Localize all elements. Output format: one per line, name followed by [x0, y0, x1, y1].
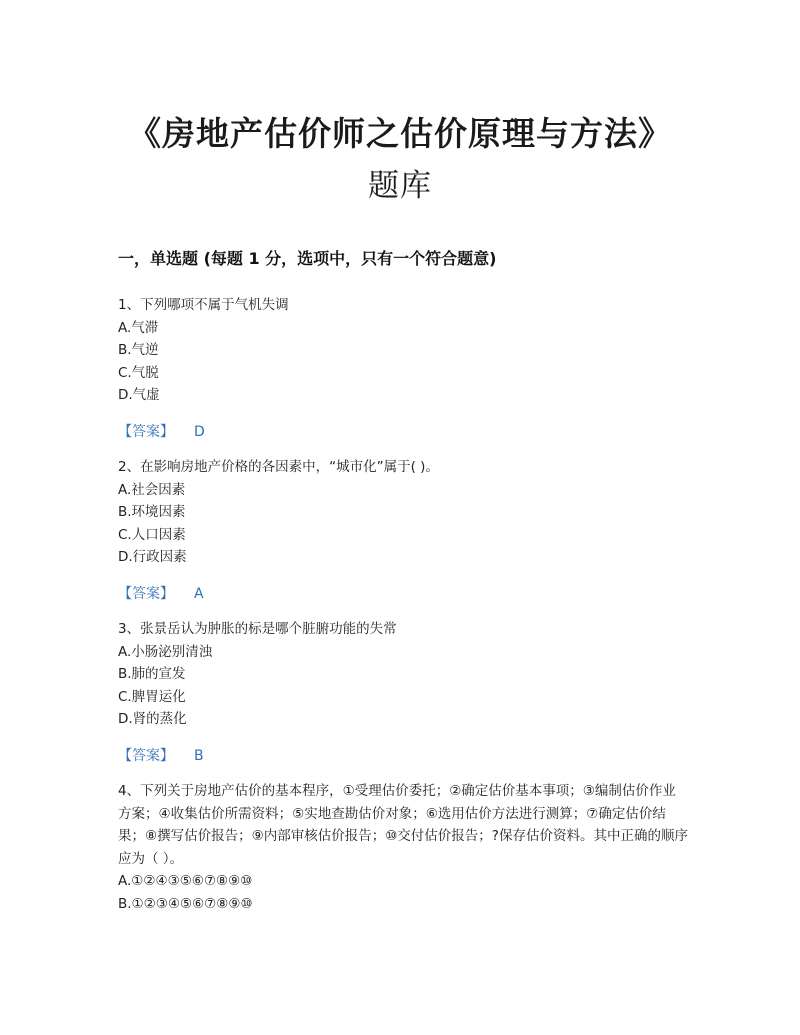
option-b: B.①②③④⑤⑥⑦⑧⑨⑩: [118, 895, 253, 912]
answer-label: 【答案】: [118, 747, 174, 764]
question-stem: 4、下列关于房地产估价的基本程序，①受理估价委托；②确定估价基本事项；③编制估价作业方案；④收集估价所需资料；⑤实地查勘估价对象；⑥选用估价方法进行测算；⑦确定估价结果；⑧撰写估价报告；⑨内部审核估价报告；⑩交付估价报告；?保存估价资料。其中正确的顺序应为（ ）。: [118, 783, 688, 867]
answer-line: [118, 421, 688, 444]
question-stem: 2、在影响房地产价格的各因素中，“城市化”属于( )。: [118, 459, 439, 475]
option-c: C.脾胃运化: [118, 688, 186, 705]
document-subtitle: 题库: [368, 168, 432, 204]
option-b: B.环境因素: [118, 504, 186, 520]
question-4: [118, 780, 688, 915]
option-b: B.肺的宣发: [118, 666, 186, 682]
answer-label: 【答案】: [118, 585, 174, 602]
option-a: A.小肠泌别清浊: [118, 643, 213, 660]
question-3: [118, 618, 688, 767]
option-a: A.社会因素: [118, 481, 186, 498]
question-2: [118, 456, 688, 605]
answer-line: [118, 583, 688, 606]
answer-value: B: [194, 747, 204, 764]
option-d: D.气虚: [118, 387, 160, 403]
question-stem: 1、下列哪项不属于气机失调: [118, 297, 289, 313]
option-d: D.肾的蒸化: [118, 711, 187, 727]
option-c: C.人口因素: [118, 526, 186, 543]
option-a: A.气滞: [118, 319, 159, 336]
document-title: 《房地产估价师之估价原理与方法》: [128, 114, 672, 153]
answer-label: 【答案】: [118, 423, 174, 440]
answer-line: [118, 745, 688, 768]
option-a: A.①②④③⑤⑥⑦⑧⑨⑩: [118, 873, 253, 889]
option-b: B.气逆: [118, 342, 159, 358]
question-stem: 3、张景岳认为肿胀的标是哪个脏腑功能的失常: [118, 621, 397, 637]
option-d: D.行政因素: [118, 549, 187, 565]
section-heading: 一，单选题 (每题 1 分，选项中，只有一个符合题意): [118, 249, 497, 268]
answer-value: A: [194, 585, 204, 602]
question-1: [118, 294, 688, 443]
answer-value: D: [194, 423, 205, 440]
option-c: C.气脱: [118, 364, 159, 381]
